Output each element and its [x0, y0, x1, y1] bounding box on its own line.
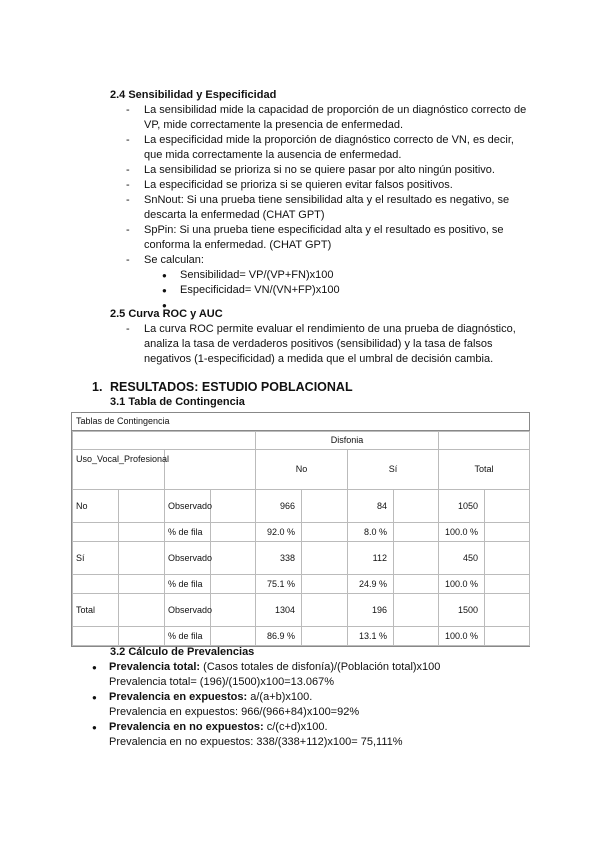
table-row [73, 490, 530, 523]
list-item: - La sensibilidad mide la capacidad de proporción de un diagnóstico correcto de VP, mide correctamente la presencia de enfermedad. [110, 103, 530, 133]
statistic-label: % de fila [165, 523, 211, 542]
prevalence-result: Prevalencia total= (196)/(1500)x100=13.067% [109, 676, 335, 688]
list-item-text: Se calculan: [144, 254, 204, 266]
list-item: - La sensibilidad se prioriza si no se quiere pasar por alto ningún positivo. [110, 163, 530, 178]
table-cell: 100.0 % [439, 575, 485, 594]
section-2-4-list [110, 103, 530, 313]
table-header-row [73, 432, 530, 450]
row-label: Sí [73, 542, 119, 575]
prevalence-label: Prevalencia en no expuestos: [109, 721, 264, 733]
list-item [110, 253, 530, 313]
table-cell: 8.0 % [348, 523, 394, 542]
prevalence-result: Prevalencia en no expuestos: 338/(338+112)x100= 75,111% [109, 736, 403, 748]
prevalence-label: Prevalencia en expuestos: [109, 691, 248, 703]
section-3-2-heading: 3.2 Cálculo de Prevalencias [110, 646, 255, 658]
column-header-no: No [256, 450, 348, 490]
table-cell: 92.0 % [256, 523, 302, 542]
formula-item: ● Sensibilidad= VP/(VP+FN)x100 [144, 268, 530, 283]
column-header-total: Total [439, 450, 530, 490]
list-item: - La especificidad mide la proporción de diagnóstico correcto de VN, es decir, que mida correctamente la ausencia de enfermedad. [110, 133, 530, 163]
table-cell: 450 [439, 542, 485, 575]
table-cell: 84 [348, 490, 394, 523]
prevalence-list [92, 660, 522, 750]
table-caption: Tablas de Contingencia [72, 413, 529, 431]
contingency-table [71, 412, 530, 647]
group-header: Disfonia [256, 432, 439, 450]
statistic-label: % de fila [165, 627, 211, 646]
table-row [73, 594, 530, 627]
column-header-si: Sí [348, 450, 439, 490]
section-2-4-heading: 2.4 Sensibilidad y Especificidad [110, 89, 277, 101]
row-label: Total [73, 594, 119, 627]
prevalence-result: Prevalencia en expuestos: 966/(966+84)x100=92% [109, 706, 360, 718]
list-item: - La curva ROC permite evaluar el rendimiento de una prueba de diagnóstico, analiza la tasa de verdaderos positivos (sensibilidad) y la tasa de falsos negativos (1-especificidad) a medida que el umbral de decisión cambia. [110, 322, 530, 367]
section-3-1-heading: 3.1 Tabla de Contingencia [110, 396, 245, 408]
table-cell: 1304 [256, 594, 302, 627]
prevalence-formula: a/(a+b)x100. [250, 691, 313, 703]
table-row [73, 542, 530, 575]
statistic-label: % de fila [165, 575, 211, 594]
table-cell: 13.1 % [348, 627, 394, 646]
statistic-label: Observado [165, 542, 211, 575]
table-cell: 338 [256, 542, 302, 575]
list-item: - SpPin: Si una prueba tiene especificidad alta y el resultado es positivo, se conforma la enfermedad. (CHAT GPT) [110, 223, 530, 253]
list-item: - La especificidad se prioriza si se quieren evitar falsos positivos. [110, 178, 530, 193]
list-item [92, 690, 522, 720]
formula-item: ● Especificidad= VN/(VN+FP)x100 [144, 283, 530, 298]
table-cell: 1500 [439, 594, 485, 627]
row-label: No [73, 490, 119, 523]
table-cell: 1050 [439, 490, 485, 523]
table-row [73, 575, 530, 594]
list-item [92, 660, 522, 690]
table-row [73, 523, 530, 542]
table-cell: 86.9 % [256, 627, 302, 646]
table-cell: 196 [348, 594, 394, 627]
table-cell: 24.9 % [348, 575, 394, 594]
prevalence-formula: (Casos totales de disfonía)/(Población total)x100 [203, 661, 441, 673]
section-1-heading [92, 380, 353, 395]
table-cell: 112 [348, 542, 394, 575]
section-2-5-list [110, 322, 530, 367]
statistic-label: Observado [165, 594, 211, 627]
section-title: RESULTADOS: ESTUDIO POBLACIONAL [110, 380, 353, 394]
statistic-label: Observado [165, 490, 211, 523]
section-number: 1. [92, 380, 103, 394]
table-cell: 100.0 % [439, 627, 485, 646]
table-row [73, 627, 530, 646]
list-item: - SnNout: Si una prueba tiene sensibilidad alta y el resultado es negativo, se descarta la enfermedad (CHAT GPT) [110, 193, 530, 223]
table-cell: 100.0 % [439, 523, 485, 542]
row-variable-header: Uso_Vocal_Profesional [73, 450, 165, 490]
list-item [92, 720, 522, 750]
section-2-5-heading: 2.5 Curva ROC y AUC [110, 308, 223, 320]
table-cell: 75.1 % [256, 575, 302, 594]
prevalence-formula: c/(c+d)x100. [266, 721, 328, 733]
table-header-row [73, 450, 530, 490]
prevalence-label: Prevalencia total: [109, 661, 201, 673]
table-cell: 966 [256, 490, 302, 523]
